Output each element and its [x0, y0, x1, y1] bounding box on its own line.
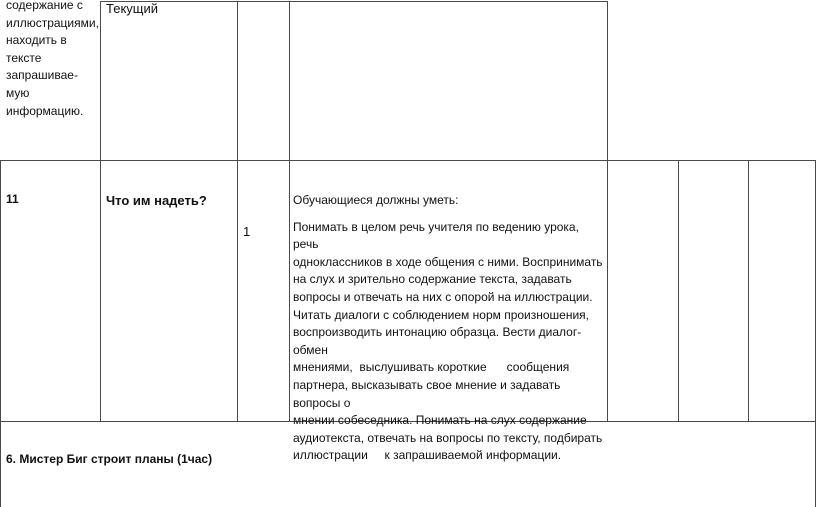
row1-col1-line: иллюстрациями, — [6, 15, 99, 30]
row1-col3-left-border — [237, 1, 238, 421]
row2-top-border — [0, 160, 816, 161]
lesson-title: Что им надеть? — [106, 193, 207, 208]
row1-col1-cell — [6, 0, 100, 120]
row1-col1-line: запрашивае- — [6, 68, 78, 83]
row1-col4-right-border — [607, 1, 608, 421]
outcomes-line: Понимать в целом речь учителя по ведению урока, речь — [293, 219, 579, 252]
row2-col6-left-border — [678, 160, 679, 421]
outcomes-line: иллюстрации к запрашиваемой информации. — [293, 448, 562, 463]
outcomes-line: на слух и зрительно содержание текста, задавать — [293, 272, 572, 287]
section-title: 6. Мистер Биг строит планы (1час) — [6, 452, 213, 466]
outcomes-line: аудиотекста, отвечать на вопросы по тексту, подбирать — [293, 430, 603, 445]
outcomes-cell — [293, 192, 605, 465]
outcomes-line: мнениями, выслушивать короткие сообщения — [293, 360, 570, 375]
outcomes-line: мнении собеседника. Понимать на слух содержание — [293, 413, 587, 428]
outcomes-line: вопросы и отвечать на них с опорой на иллюстрации. — [293, 289, 593, 304]
outcomes-line: Читать диалоги с соблюдением норм произношения, — [293, 307, 590, 322]
outer-left-border — [0, 160, 1, 507]
row1-top-border — [100, 1, 607, 2]
row2-col7-left-border — [748, 160, 749, 421]
row1-col2-left-border — [100, 1, 101, 421]
row1-col1-line: содержание с — [6, 0, 83, 12]
lesson-number: 11 — [6, 192, 19, 206]
outcomes-heading: Обучающиеся должны уметь: — [293, 193, 459, 207]
row1-col2-text: Текущий — [106, 1, 158, 16]
outcomes-line: партнера, высказывать свое мнение и задавать вопросы о — [293, 377, 561, 410]
outcomes-line: воспроизводить интонацию образца. Вести диалог-обмен — [293, 325, 582, 357]
row1-col4-left-border — [289, 1, 290, 421]
row1-col1-line: тексте — [6, 50, 42, 65]
outcomes-line: одноклассников в ходе общения с ними. Воспринимать — [293, 254, 603, 269]
row1-col1-line: мую — [6, 85, 30, 100]
row1-col1-line: информацию. — [6, 103, 84, 118]
row1-col1-line: находить в — [6, 33, 67, 48]
lesson-hours: 1 — [243, 224, 251, 239]
